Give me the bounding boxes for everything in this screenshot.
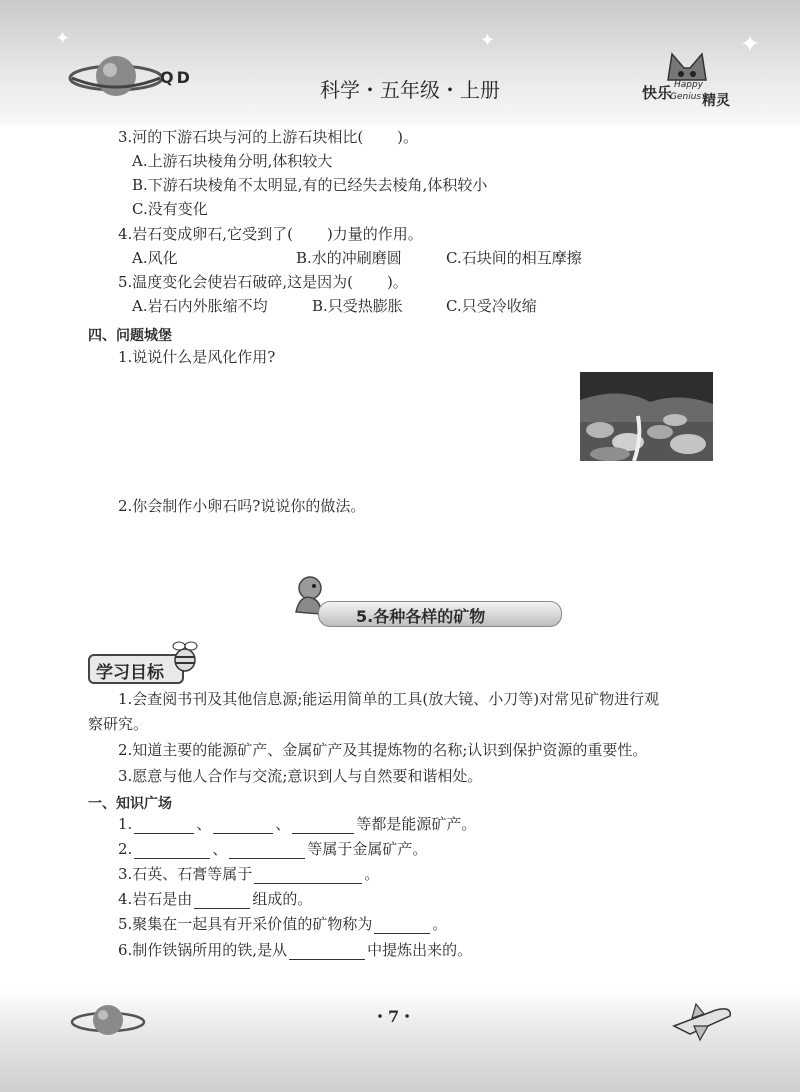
fill-blank-item: 6.制作铁锅所用的铁,是从 中提炼出来的。 [118, 941, 473, 959]
star-icon: ✦ [480, 30, 496, 51]
option: B.下游石块棱角不太明显,有的已经失去棱角,体积较小 [132, 176, 488, 194]
answer-blank[interactable] [229, 842, 305, 859]
brand-logo: 快乐 Happy Genius 精灵 [640, 50, 740, 112]
objective-item: 1.会查阅书刊及其他信息源;能运用简单的工具(放大镜、小刀等)对常见矿物进行观 [118, 690, 660, 708]
answer-blank[interactable] [134, 842, 210, 859]
option: C.石块间的相互摩擦 [446, 249, 582, 267]
fill-blank-item: 4.岩石是由 组成的。 [118, 890, 313, 908]
answer-blank[interactable] [374, 917, 430, 934]
planet-icon [68, 998, 148, 1044]
question-3: 3.河的下游石块与河的上游石块相比( )。 [118, 128, 419, 146]
objective-item: 察研究。 [88, 715, 149, 733]
question-4: 4.岩石变成卵石,它受到了( )力量的作用。 [118, 225, 423, 243]
objectives-label: 学习目标 [96, 663, 164, 683]
option: A.风化 [132, 249, 178, 267]
fill-blank-item: 3.石英、石膏等属于 。 [118, 865, 380, 883]
question-5: 5.温度变化会使岩石破碎,这是因为( )。 [118, 273, 408, 291]
answer-blank[interactable] [194, 892, 250, 909]
answer-blank[interactable] [213, 817, 273, 834]
option: C.只受冷收缩 [446, 297, 537, 315]
question-text: 2.你会制作小卵石吗?说说你的做法。 [118, 497, 366, 515]
section-heading: 一、知识广场 [88, 796, 172, 812]
book-title: 科学・五年级・上册 [320, 78, 500, 102]
option: B.水的冲刷磨圆 [296, 249, 402, 267]
river-stones-photo [580, 372, 713, 461]
fill-blank-item: 2. 、 等属于金属矿产。 [118, 840, 428, 858]
page-number: ・7・ [372, 1007, 416, 1026]
answer-blank[interactable] [289, 943, 365, 960]
section-heading: 四、问题城堡 [88, 328, 172, 344]
option: A.上游石块棱角分明,体积较大 [132, 152, 333, 170]
answer-blank[interactable] [254, 867, 362, 884]
answer-blank[interactable] [292, 817, 354, 834]
edition-code: QD [160, 68, 193, 87]
star-icon: ✦ [740, 30, 761, 58]
star-icon: ✦ [55, 28, 71, 49]
fill-blank-item: 1. 、 、 等都是能源矿产。 [118, 815, 477, 833]
planet-icon [66, 48, 166, 104]
fill-blank-item: 5.聚集在一起具有开采价值的矿物称为 。 [118, 915, 448, 933]
objective-item: 3.愿意与他人合作与交流;意识到人与自然要和谐相处。 [118, 767, 483, 785]
answer-blank[interactable] [134, 817, 194, 834]
question-text: 1.说说什么是风化作用? [118, 348, 276, 366]
objective-item: 2.知道主要的能源矿产、金属矿产及其提炼物的名称;认识到保护资源的重要性。 [118, 741, 648, 759]
option: B.只受热膨胀 [312, 297, 403, 315]
option: C.没有变化 [132, 200, 208, 218]
bee-icon [170, 640, 200, 674]
lesson-title: 5.各种各样的矿物 [356, 607, 486, 626]
option: A.岩石内外胀缩不均 [132, 297, 268, 315]
space-shuttle-icon [670, 996, 736, 1044]
